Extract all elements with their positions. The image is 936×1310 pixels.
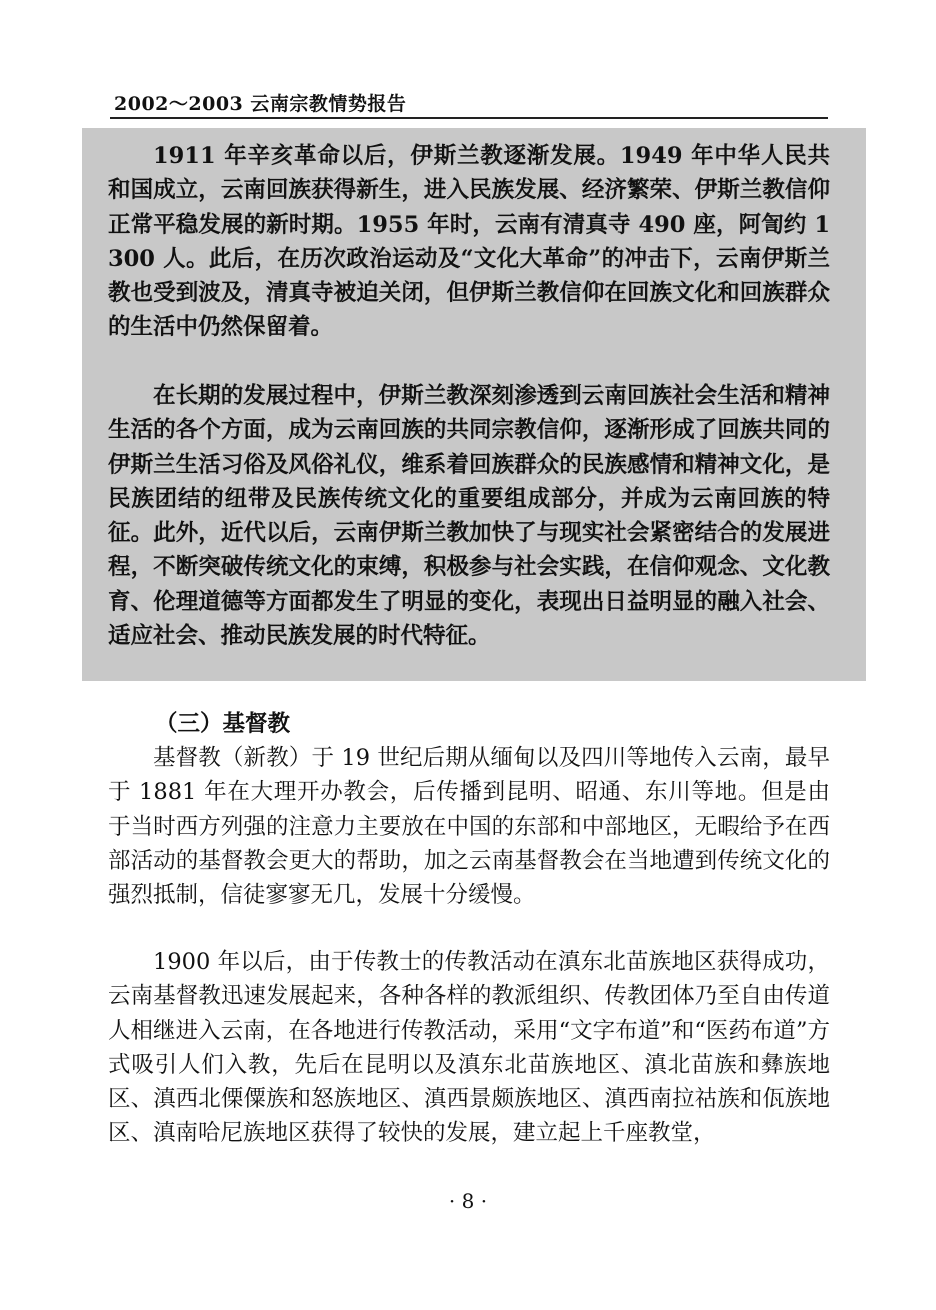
paragraph-islam-history: 1911 年辛亥革命以后，伊斯兰教逐渐发展。1949 年中华人民共和国成立，云南回族获得新生，进入民族发展、经济繁荣、伊斯兰教信仰正常平稳发展的新时期。1955 年时，云南有清真寺 490 座，阿訇约 1 300 人。此后，在历次政治运动及“文化大革命”的冲击下，云南伊斯兰教也受到波及，清真寺被迫关闭，但伊斯兰教信仰在回族文化和回族群众的生活中仍然保留着。: [108, 143, 830, 341]
page-number: · 8 ·: [448, 1189, 488, 1213]
header-rule: [110, 117, 828, 119]
paragraph-christianity-origins: 基督教（新教）于 19 世纪后期从缅甸以及四川等地传入云南，最早于 1881 年在大理开办教会，后传播到昆明、昭通、东川等地。但是由于当时西方列强的注意力主要放在中国的东部和中部地区，无暇给予在西部活动的基督教会更大的帮助，加之云南基督教会在当地遭到传统文化的强烈抵制，信徒寥寥无几，发展十分缓慢。: [108, 745, 830, 909]
running-header-title: 2002～2003 云南宗教情势报告: [114, 93, 407, 115]
paragraph-christianity-growth: 1900 年以后，由于传教士的传教活动在滇东北苗族地区获得成功，云南基督教迅速发展起来，各种各样的教派组织、传教团体乃至自由传道人相继进入云南，在各地进行传教活动，采用“文字布道”和“医药布道”方式吸引人们入教，先后在昆明以及滇东北苗族地区、滇北苗族和彝族地区、滇西北傈僳族和怒族地区、滇西景颇族地区、滇西南拉祜族和佤族地区、滇南哈尼族地区获得了较快的发展，建立起上千座教堂，: [108, 949, 830, 1147]
section-heading-christianity: （三）基督教: [155, 711, 291, 737]
paragraph-islam-influence: 在长期的发展过程中，伊斯兰教深刻渗透到云南回族社会生活和精神生活的各个方面，成为云南回族的共同宗教信仰，逐渐形成了回族共同的伊斯兰生活习俗及风俗礼仪，维系着回族群众的民族感情和精神文化，是民族团结的纽带及民族传统文化的重要组成部分，并成为云南回族的特征。此外，近代以后，云南伊斯兰教加快了与现实社会紧密结合的发展进程，不断突破传统文化的束缚，积极参与社会实践，在信仰观念、文化教育、伦理道德等方面都发生了明显的变化，表现出日益明显的融入社会、适应社会、推动民族发展的时代特征。: [108, 383, 830, 650]
